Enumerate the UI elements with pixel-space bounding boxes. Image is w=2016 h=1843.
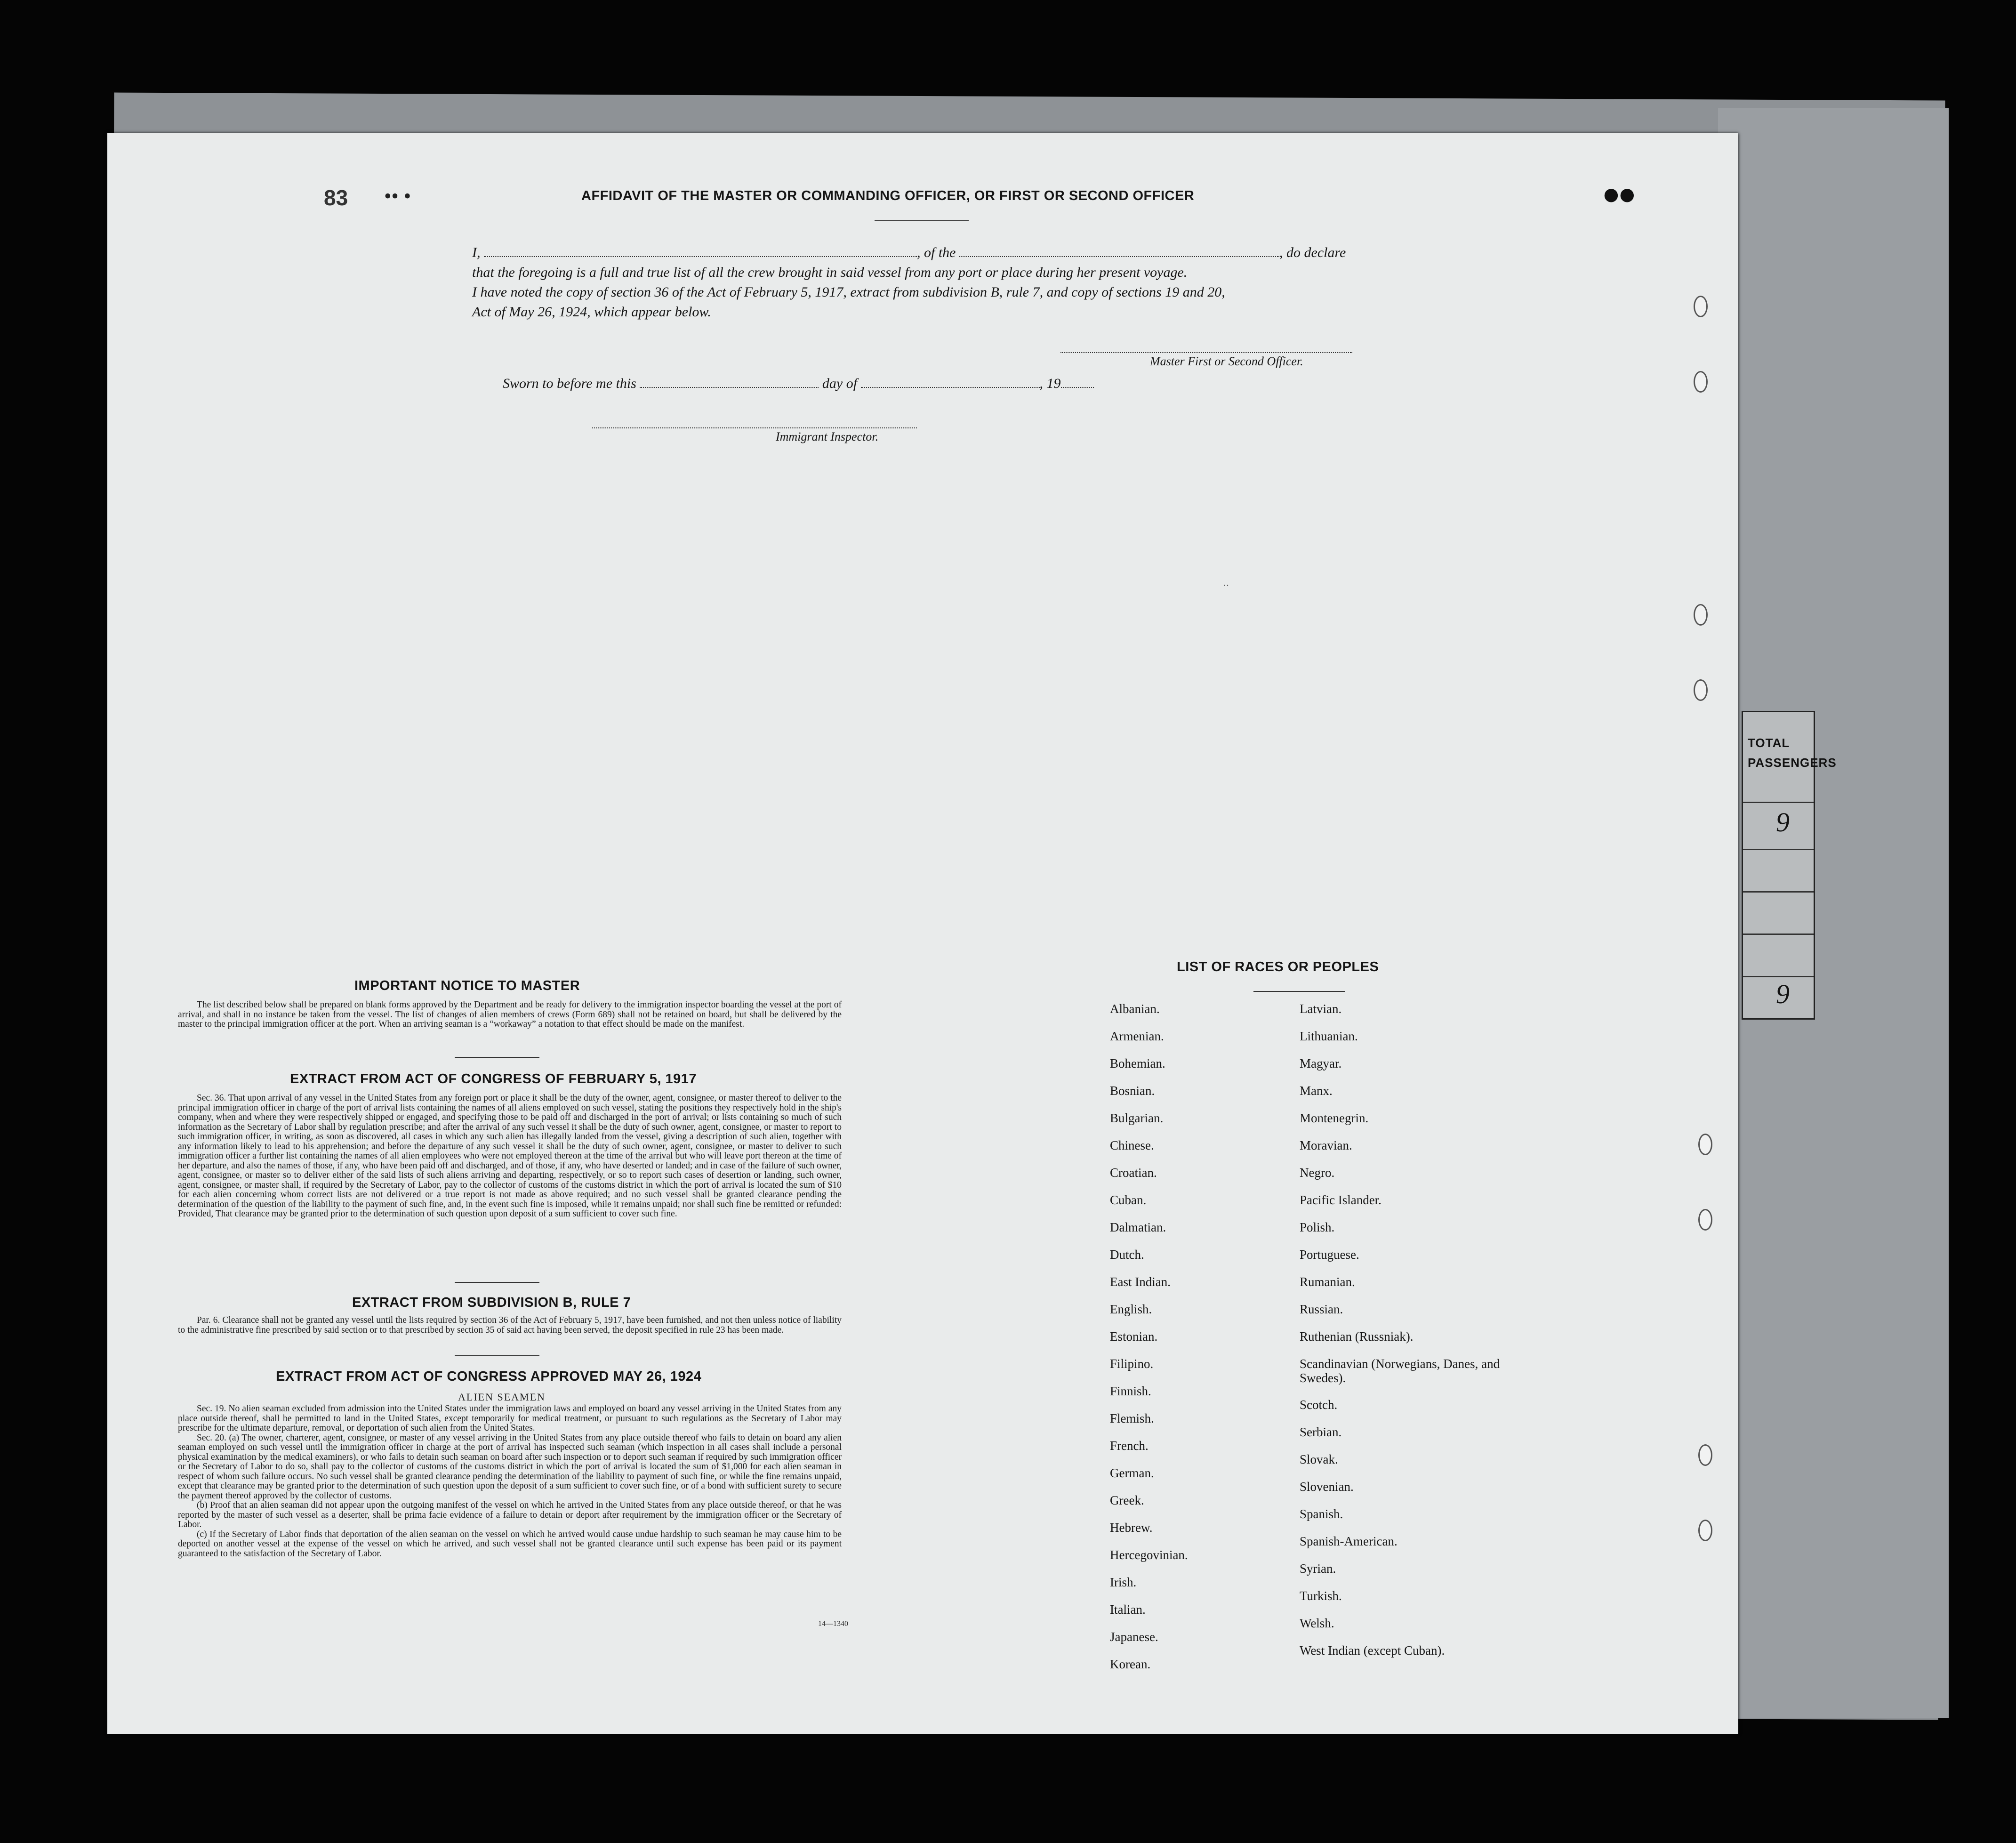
sec-19-text: Sec. 19. No alien seaman excluded from admission into the United States under the immigration laws and employed on board any vessel arriving in the United States from any place outside thereof, shall be permitted to land in the United States, except temporarily for medical treatment, or pursuant to such regulations as the Secretary of Labor may prescribe for the ultimate departure, removal, or deportation of such alien from the United States.: [178, 1404, 842, 1433]
affidavit-line-3: I have noted the copy of section 36 of the Act of February 5, 1917, extract from subdivision B, rule 7, and copy of sections 19 and 20,: [472, 284, 1225, 300]
affidavit-title: AFFIDAVIT OF THE MASTER OR COMMANDING OFFICER, OR FIRST OR SECOND OFFICER: [581, 188, 1195, 203]
total-value-2: 9: [1776, 979, 1790, 1009]
race-item: Russian.: [1300, 1302, 1343, 1316]
race-item: German.: [1110, 1466, 1154, 1480]
race-item: Negro.: [1300, 1166, 1335, 1180]
race-item: Pacific Islander.: [1300, 1193, 1381, 1207]
master-name-field[interactable]: [484, 254, 917, 257]
race-item: Bosnian.: [1110, 1084, 1155, 1098]
total-header-1: TOTAL: [1748, 736, 1790, 750]
affidavit-line-2: that the foregoing is a full and true list of all the crew brought in said vessel from any port or place during her present voyage.: [472, 265, 1188, 280]
race-item: Spanish-American.: [1300, 1534, 1398, 1548]
master-signature-line[interactable]: [1060, 351, 1352, 353]
par-6-text: Par. 6. Clearance shall not be granted any vessel until the lists required by section 36 of the Act of February 5, 1917, have been furnished, and not then unless notice of liability to the administrative fine prescribed by said section or to that prescribed by section 35 of said act having been served, the deposit specified in rule 23 has been made.: [178, 1315, 842, 1335]
sworn-year-field[interactable]: [1061, 385, 1094, 388]
extract-rule7-body: [178, 1316, 842, 1335]
notice-body: [178, 1000, 842, 1030]
race-item: Lithuanian.: [1300, 1029, 1358, 1043]
affidavit-line-1: [472, 245, 1346, 261]
race-item: English.: [1110, 1302, 1152, 1316]
race-item: West Indian (except Cuban).: [1300, 1643, 1445, 1658]
total-value-1: 9: [1776, 807, 1790, 837]
inspector-signature-label: Immigrant Inspector.: [776, 430, 879, 443]
alien-seamen-subtitle: ALIEN SEAMEN: [458, 1391, 546, 1403]
race-item: Manx.: [1300, 1084, 1333, 1098]
race-item: Cuban.: [1110, 1193, 1147, 1207]
form-number: 14—1340: [818, 1620, 848, 1628]
sworn-day-of: day of: [822, 376, 858, 391]
extract-1917-body: [178, 1094, 842, 1219]
punch-hole: [1694, 371, 1708, 393]
extract-rule7-title: EXTRACT FROM SUBDIVISION B, RULE 7: [352, 1295, 631, 1310]
punch-hole: [1698, 1209, 1712, 1231]
notice-title: IMPORTANT NOTICE TO MASTER: [354, 978, 580, 993]
races-right-column: [1300, 1002, 1507, 1671]
race-item: Irish.: [1110, 1575, 1137, 1589]
punch-hole: [1698, 1444, 1712, 1466]
punch-hole: [1698, 1134, 1712, 1155]
divider: [1253, 991, 1345, 992]
race-item: Albanian.: [1110, 1002, 1160, 1016]
race-item: Latvian.: [1300, 1002, 1342, 1016]
race-item: Croatian.: [1110, 1166, 1157, 1180]
race-item: Welsh.: [1300, 1616, 1334, 1630]
races-left-column: [1110, 1002, 1188, 1684]
sec-20b-text: (b) Proof that an alien seaman did not appear upon the outgoing manifest of the vessel on which he arrived in the United States from any place outside thereof, or that he was reported by the master of such vessel as a deserter, shall be prima facie evidence of a failure to detain or deport after requirement by the immigration officer or the Secretary of Labor.: [178, 1500, 842, 1529]
underlying-total-column: [1742, 711, 1837, 1020]
race-item: Filipino.: [1110, 1357, 1154, 1371]
sworn-month-field[interactable]: [861, 385, 1040, 388]
race-item: Bohemian.: [1110, 1056, 1165, 1070]
race-item: Italian.: [1110, 1602, 1146, 1617]
races-title: LIST OF RACES OR PEOPLES: [1177, 959, 1379, 974]
affidavit-line-4: Act of May 26, 1924, which appear below.: [472, 304, 711, 320]
notice-text: The list described below shall be prepared on blank forms approved by the Department and be ready for delivery to the immigration inspector boarding the vessel at the port of arrival, and shall in no instance be taken from the vessel. The list of changes of alien members of crews (Form 689) shall not be retained on board, but shall be delivered by the master to the principal immigration officer at the port. When an arriving seaman is a “workaway” a notation to that effect should be made on the manifest.: [178, 1000, 842, 1029]
divider: [455, 1282, 539, 1283]
total-header-2: PASSENGERS: [1748, 756, 1837, 770]
affidavit-i: I,: [472, 245, 481, 260]
race-item: Slovenian.: [1300, 1480, 1354, 1494]
race-item: Armenian.: [1110, 1029, 1164, 1043]
sec-36-text: Sec. 36. That upon arrival of any vessel in the United States from any foreign port or place it shall be the duty of the owner, agent, consignee, or master thereof to deliver to the principal immigration officer in charge of the port of arrival lists containing the names of all aliens employed on such vessel, stating the positions they respectively hold in the ship's company, when and where they were respectively shipped or engaged, and specifying those to be paid off and discharged in the port of arrival; or lists containing so much of such information as the Secretary of Labor shall by regulation prescribe; and after the arrival of any such vessel it shall be the duty of such owner, agent, consignee, or master to report to such immigration officer, in writing, as soon as discovered, all cases in which any such alien has illegally landed from the vessel, giving a description of such alien, together with any information likely to lead to his apprehension; and before the departure of any such vessel it shall be the duty of such owner, agent, consignee, or master to deliver to such immigration officer a further list containing the names of all alien employees who were not employed thereon at the time of the arrival but who will leave port thereon at the time of her departure, and also the names of those, if any, who have been paid off and discharged, and of those, if any, who have deserted or landed; and in case of the failure of such owner, agent, consignee, or master so to deliver either of the said lists of such aliens arriving and departing, respectively, or so to report such cases of desertion or landing, such owner, agent, consignee, or master shall, if required by the Secretary of Labor, pay to the collector of customs of the customs district in which the port of arrival is located the sum of $10 for each alien concerning whom correct lists are not delivered or a true report is not made as above required; and no such vessel shall be granted clearance pending the determination of the question of the liability to the payment of such fine, and, in the event such fine is imposed, while it remains unpaid; nor shall such fine be remitted or refunded: Provided, That clearance may be granted prior to the determination of such question upon deposit of a sum sufficient to cover such fine.: [178, 1093, 842, 1219]
sworn-line: [503, 376, 1094, 392]
extract-1917-title: EXTRACT FROM ACT OF CONGRESS OF FEBRUARY 5, 1917: [290, 1071, 697, 1086]
punch-hole: [1694, 679, 1708, 701]
race-item: Finnish.: [1110, 1384, 1151, 1398]
sec-20c-text: (c) If the Secretary of Labor finds that deportation of the alien seaman on the vessel on which he arrived would cause undue hardship to such seaman he may cause him to be deported on another vessel at the expense of the vessel on which he arrived, and such vessel shall not be granted clearance until such expense has been paid or its payment guaranteed to the satisfaction of the Secretary of Labor.: [178, 1529, 842, 1559]
race-item: Korean.: [1110, 1657, 1151, 1671]
affidavit-of-the: , of the: [917, 245, 956, 260]
speck: ··: [1223, 580, 1229, 591]
race-item: Greek.: [1110, 1493, 1144, 1507]
race-item: Montenegrin.: [1300, 1111, 1369, 1125]
race-item: Polish.: [1300, 1220, 1335, 1234]
master-signature-label: Master First or Second Officer.: [1150, 354, 1303, 368]
race-item: Rumanian.: [1300, 1275, 1355, 1289]
race-item: Slovak.: [1300, 1452, 1338, 1466]
race-item: Dalmatian.: [1110, 1220, 1166, 1234]
punch-hole: [1694, 296, 1708, 317]
extract-1924-body: [178, 1404, 842, 1559]
race-item: Scotch.: [1300, 1398, 1338, 1412]
race-item: Chinese.: [1110, 1138, 1154, 1152]
race-item: Turkish.: [1300, 1589, 1342, 1603]
race-item: Hebrew.: [1110, 1521, 1153, 1535]
race-item: Portuguese.: [1300, 1247, 1359, 1262]
race-item: Bulgarian.: [1110, 1111, 1164, 1125]
manifest-back-page: [107, 133, 1738, 1734]
sworn-year: , 19: [1039, 376, 1061, 391]
race-item: Scandinavian (Norwegians, Danes, and Swedes).: [1300, 1357, 1500, 1385]
race-item: Hercegovinian.: [1110, 1548, 1188, 1562]
divider: [455, 1057, 539, 1058]
affidavit-do-declare: , do declare: [1279, 245, 1346, 260]
race-item: Ruthenian (Russniak).: [1300, 1329, 1414, 1344]
sec-20a-text: Sec. 20. (a) The owner, charterer, agent, consignee, or master of any vessel arriving in the United States from any place outside thereof who fails to detain on board any alien seaman employed on such vessel until the immigration officer in charge at the port of arrival has inspected such seaman (which inspection in all cases shall include a personal physical examination by the medical examiners), or who fails to detain such seaman on board after such inspection or to deport such seaman if required by such immigration officer or the Secretary of Labor to do so, shall pay to the collector of customs of the customs district in which the port of arrival is located the sum of $1,000 for each alien seaman in respect of whom such failure occurs. No such vessel shall be granted clearance pending the determination of the liability to payment of such fine, or while the fine remains unpaid, except that clearance may be granted prior to the determination of such question upon the deposit of a sum sufficient to cover such fine, or of a bond with sufficient surety to secure the payment thereof approved by the collector of customs.: [178, 1433, 842, 1501]
punch-hole: [1694, 604, 1708, 626]
divider: [875, 220, 969, 221]
punch-hole: [1698, 1520, 1712, 1541]
ink-dots-right: ●●: [1602, 177, 1634, 211]
race-item: Syrian.: [1300, 1561, 1336, 1576]
race-item: Flemish.: [1110, 1411, 1154, 1425]
vessel-name-field[interactable]: [959, 254, 1279, 257]
race-item: Moravian.: [1300, 1138, 1352, 1152]
sworn-prefix: Sworn to before me this: [503, 376, 636, 391]
race-item: Japanese.: [1110, 1630, 1158, 1644]
page-number: 83: [324, 185, 348, 210]
race-item: Estonian.: [1110, 1329, 1158, 1344]
race-item: French.: [1110, 1439, 1149, 1453]
race-item: Spanish.: [1300, 1507, 1343, 1521]
ink-dots: •• •: [384, 185, 411, 208]
extract-1924-title: EXTRACT FROM ACT OF CONGRESS APPROVED MAY 26, 1924: [276, 1369, 702, 1384]
divider: [455, 1355, 539, 1356]
race-item: Dutch.: [1110, 1247, 1144, 1262]
race-item: Serbian.: [1300, 1425, 1342, 1439]
inspector-signature-line[interactable]: [592, 427, 917, 428]
race-item: East Indian.: [1110, 1275, 1171, 1289]
race-item: Magyar.: [1300, 1056, 1342, 1070]
sworn-day-field[interactable]: [640, 385, 819, 388]
